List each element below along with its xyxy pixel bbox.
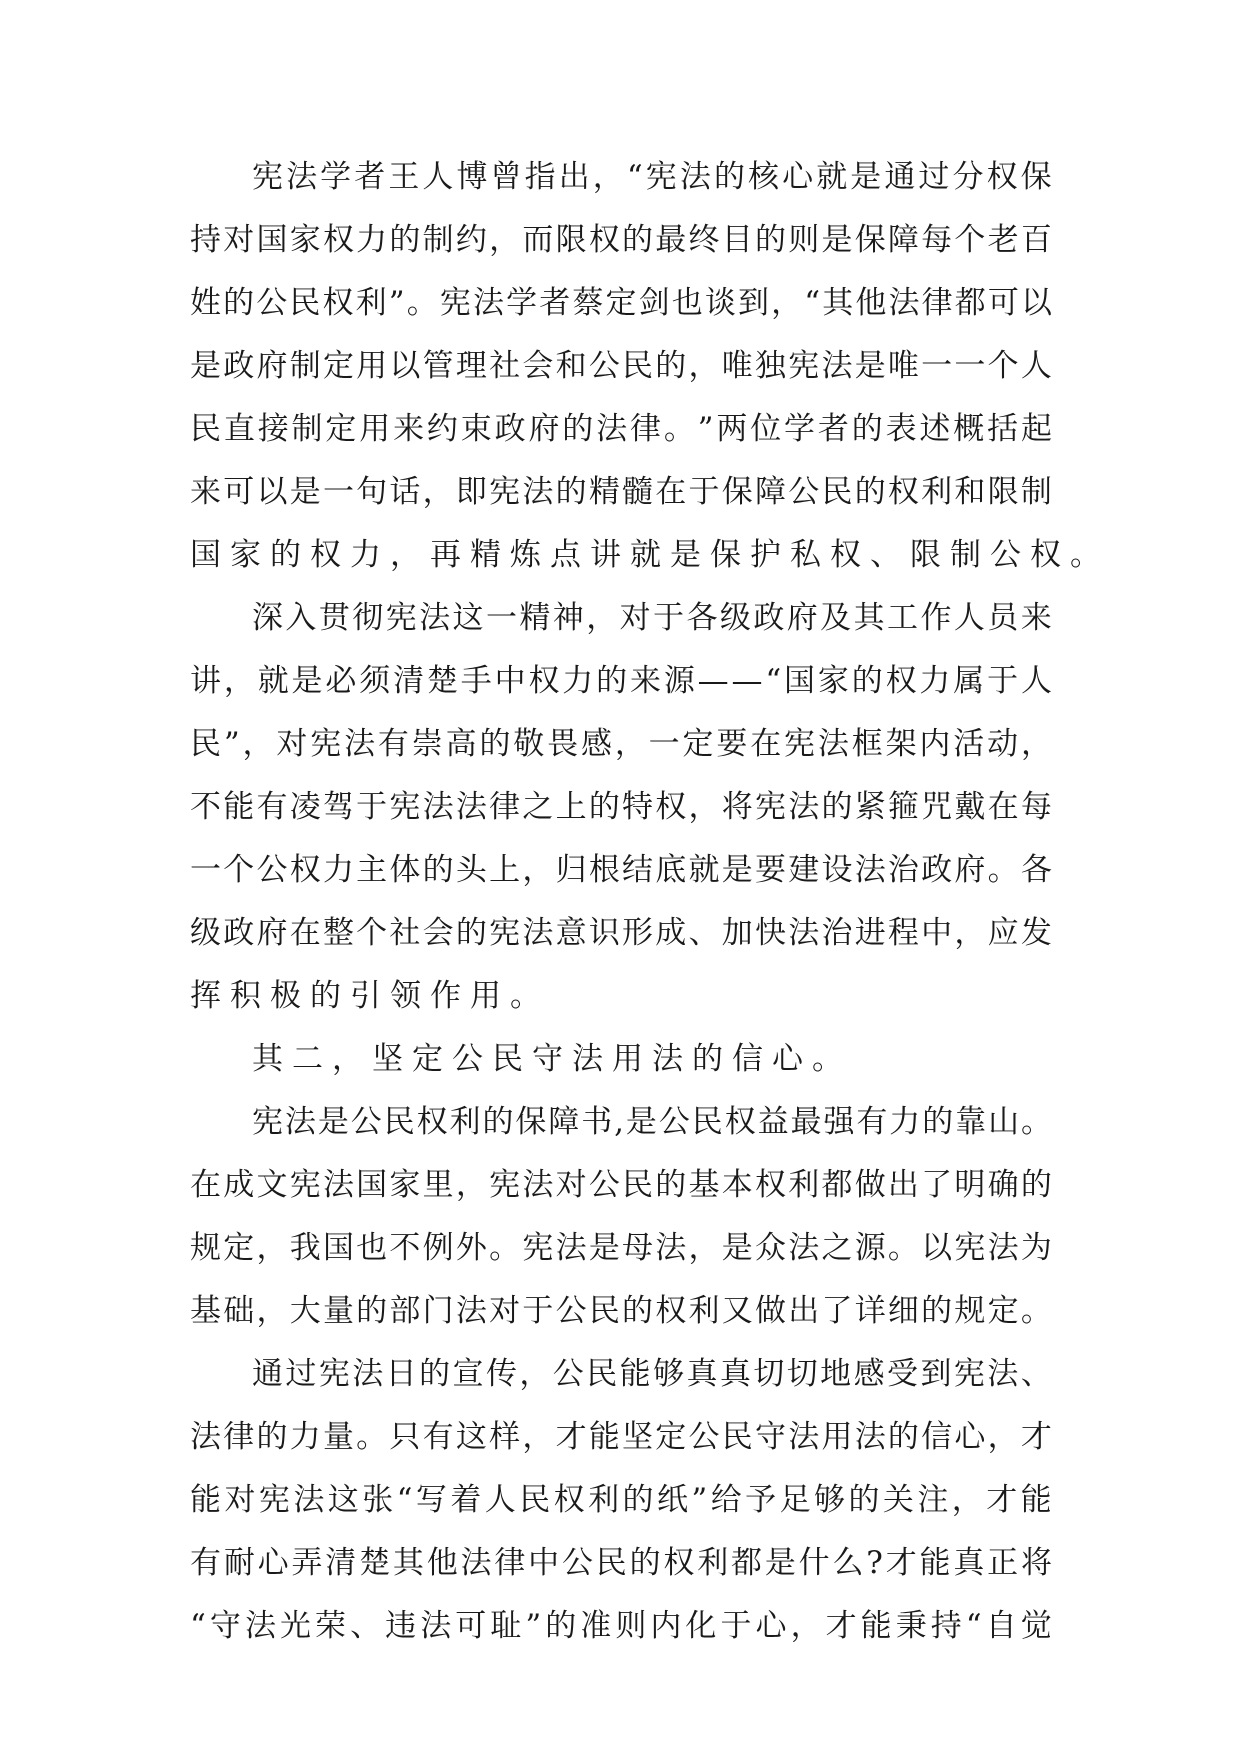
text-line: 一 个 公 权 力 主 体 的 头 上 ， 归 根 结 底 就 是 要 建 设 法 治 政 府 。 各	[190, 852, 1052, 888]
text-line: 宪 法 是 公 民 权 利 的 保 障 书 , 是 公 民 权 益 最 强 有 力 的 靠 山 。	[252, 1104, 1052, 1140]
text-line: 讲 ， 就 是 必 须 清 楚 手 中 权 力 的 来 源 — — “ 国 家 的 权 力 属 于 人	[190, 663, 1052, 699]
text-line: 持 对 国 家 权 力 的 制 约 ， 而 限 权 的 最 终 目 的 则 是 保 障 每 个 老 百	[190, 222, 1052, 258]
text-line: 能 对 宪 法 这 张 “ 写 着 人 民 权 利 的 纸 ” 给 予 足 够 的 关 注 ， 才 能	[190, 1482, 1052, 1518]
text-line: 有 耐 心 弄 清 楚 其 他 法 律 中 公 民 的 权 利 都 是 什 么 ? 才 能 真 正 将	[190, 1545, 1052, 1581]
document-body	[190, 146, 1110, 1658]
text-line: 民 ” ， 对 宪 法 有 崇 高 的 敬 畏 感 ， 一 定 要 在 宪 法 框 架 内 活 动 ，	[190, 726, 1052, 762]
text-line: 法 律 的 力 量 。 只 有 这 样 ， 才 能 坚 定 公 民 守 法 用 法 的 信 心 ， 才	[190, 1419, 1052, 1455]
text-line: 基 础 ， 大 量 的 部 门 法 对 于 公 民 的 权 利 又 做 出 了 详 细 的 规 定 。	[190, 1293, 1052, 1329]
text-line: 不 能 有 凌 驾 于 宪 法 法 律 之 上 的 特 权 ， 将 宪 法 的 紧 箍 咒 戴 在 每	[190, 789, 1052, 825]
text-line: 来 可 以 是 一 句 话 ， 即 宪 法 的 精 髓 在 于 保 障 公 民 的 权 利 和 限 制	[190, 474, 1052, 510]
text-line: 国家的权力，再精炼点讲就是保护私权、限制公权。	[190, 537, 1110, 573]
text-line: 其二，坚定公民守法用法的信心。	[252, 1041, 852, 1077]
text-line: 规 定 ， 我 国 也 不 例 外 。 宪 法 是 母 法 ， 是 众 法 之 源 。 以 宪 法 为	[190, 1230, 1052, 1266]
text-line: 深 入 贯 彻 宪 法 这 一 精 神 ， 对 于 各 级 政 府 及 其 工 作 人 员 来	[252, 600, 1052, 636]
text-line: “ 守 法 光 荣 、 违 法 可 耻 ” 的 准 则 内 化 于 心 ， 才 能 秉 持 “ 自 觉	[190, 1608, 1052, 1644]
text-line: 级 政 府 在 整 个 社 会 的 宪 法 意 识 形 成 、 加 快 法 治 进 程 中 ， 应 发	[190, 915, 1052, 951]
text-line: 姓 的 公 民 权 利 ” 。 宪 法 学 者 蔡 定 剑 也 谈 到 ， “ 其 他 法 律 都 可 以	[190, 285, 1052, 321]
text-line: 是 政 府 制 定 用 以 管 理 社 会 和 公 民 的 ， 唯 独 宪 法 是 唯 一 一 个 人	[190, 348, 1052, 384]
text-line: 挥积极的引领作用。	[190, 978, 550, 1014]
text-line: 宪 法 学 者 王 人 博 曾 指 出 ， “ 宪 法 的 核 心 就 是 通 过 分 权 保	[252, 159, 1052, 195]
text-line: 通 过 宪 法 日 的 宣 传 ， 公 民 能 够 真 真 切 切 地 感 受 到 宪 法 、	[252, 1356, 1052, 1392]
text-line: 在 成 文 宪 法 国 家 里 ， 宪 法 对 公 民 的 基 本 权 利 都 做 出 了 明 确 的	[190, 1167, 1052, 1203]
text-line: 民 直 接 制 定 用 来 约 束 政 府 的 法 律 。 ” 两 位 学 者 的 表 述 概 括 起	[190, 411, 1052, 447]
